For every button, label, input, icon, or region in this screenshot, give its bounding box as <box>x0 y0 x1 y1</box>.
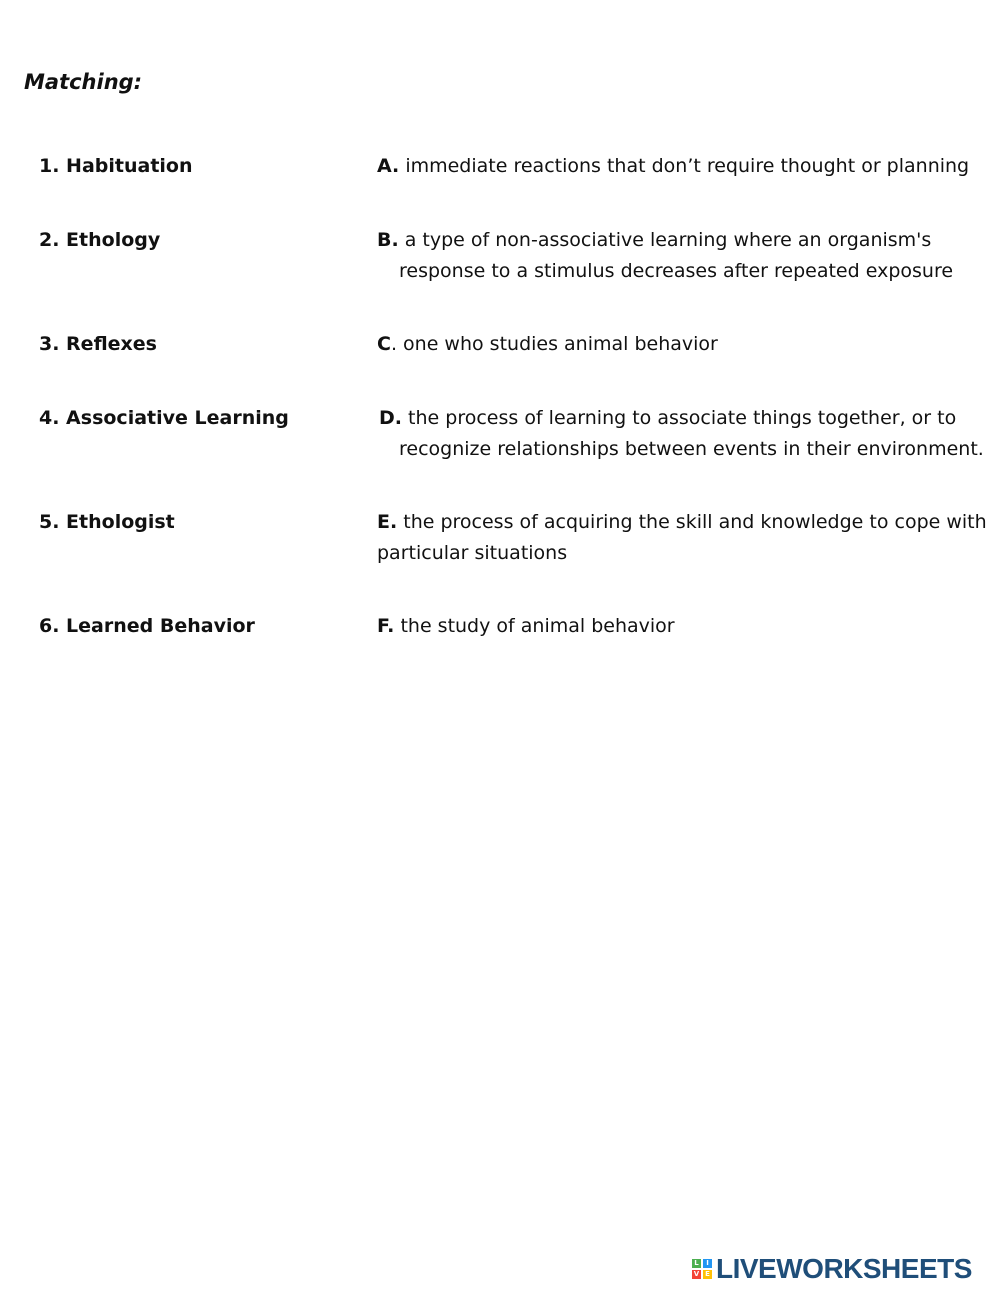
definition-text-continued: response to a stimulus decreases after repeated exposure <box>399 260 954 282</box>
definition-letter: B. <box>377 229 399 251</box>
term-ethology: 2. Ethology <box>39 229 161 251</box>
definition-letter: F. <box>377 615 395 637</box>
logo-mark-icon <box>692 1259 712 1279</box>
logo-mark-letter: I <box>703 1259 712 1268</box>
definition-text: a type of non-associative learning where an organism's <box>398 229 932 251</box>
definition-letter: C <box>377 333 391 355</box>
definition-b <box>377 225 987 287</box>
term-habituation: 1. Habituation <box>39 155 193 177</box>
definition-f <box>377 611 987 642</box>
logo-mark-letter: E <box>703 1270 712 1279</box>
definition-text: . one who studies animal behavior <box>390 333 718 355</box>
term-reflexes: 3. Reflexes <box>39 333 157 355</box>
definition-text: immediate reactions that don’t require thought or planning <box>399 155 970 177</box>
liveworksheets-logo <box>692 1254 972 1284</box>
logo-mark-letter: L <box>692 1259 701 1268</box>
logo-text: LIVEWORKSHEETS <box>716 1253 972 1284</box>
definition-letter: E. <box>377 511 398 533</box>
term-associative-learning: 4. Associative Learning <box>39 407 289 429</box>
term-ethologist: 5. Ethologist <box>39 511 175 533</box>
definition-a <box>377 151 987 182</box>
logo-mark-letter: V <box>693 1270 700 1278</box>
definition-text: the process of acquiring the skill and knowledge to cope with <box>397 511 987 533</box>
definition-letter: D. <box>379 407 402 429</box>
term-learned-behavior: 6. Learned Behavior <box>39 615 255 637</box>
worksheet-heading: Matching: <box>24 70 143 94</box>
definition-text-continued: recognize relationships between events in their environment. <box>399 438 984 460</box>
definition-text: the process of learning to associate things together, or to <box>402 407 957 429</box>
definition-letter: A. <box>377 155 400 177</box>
definition-d <box>379 403 989 465</box>
definition-text-continued: particular situations <box>377 542 568 564</box>
definition-e <box>377 507 987 569</box>
definition-c <box>377 329 987 360</box>
definition-text: the study of animal behavior <box>394 615 675 637</box>
